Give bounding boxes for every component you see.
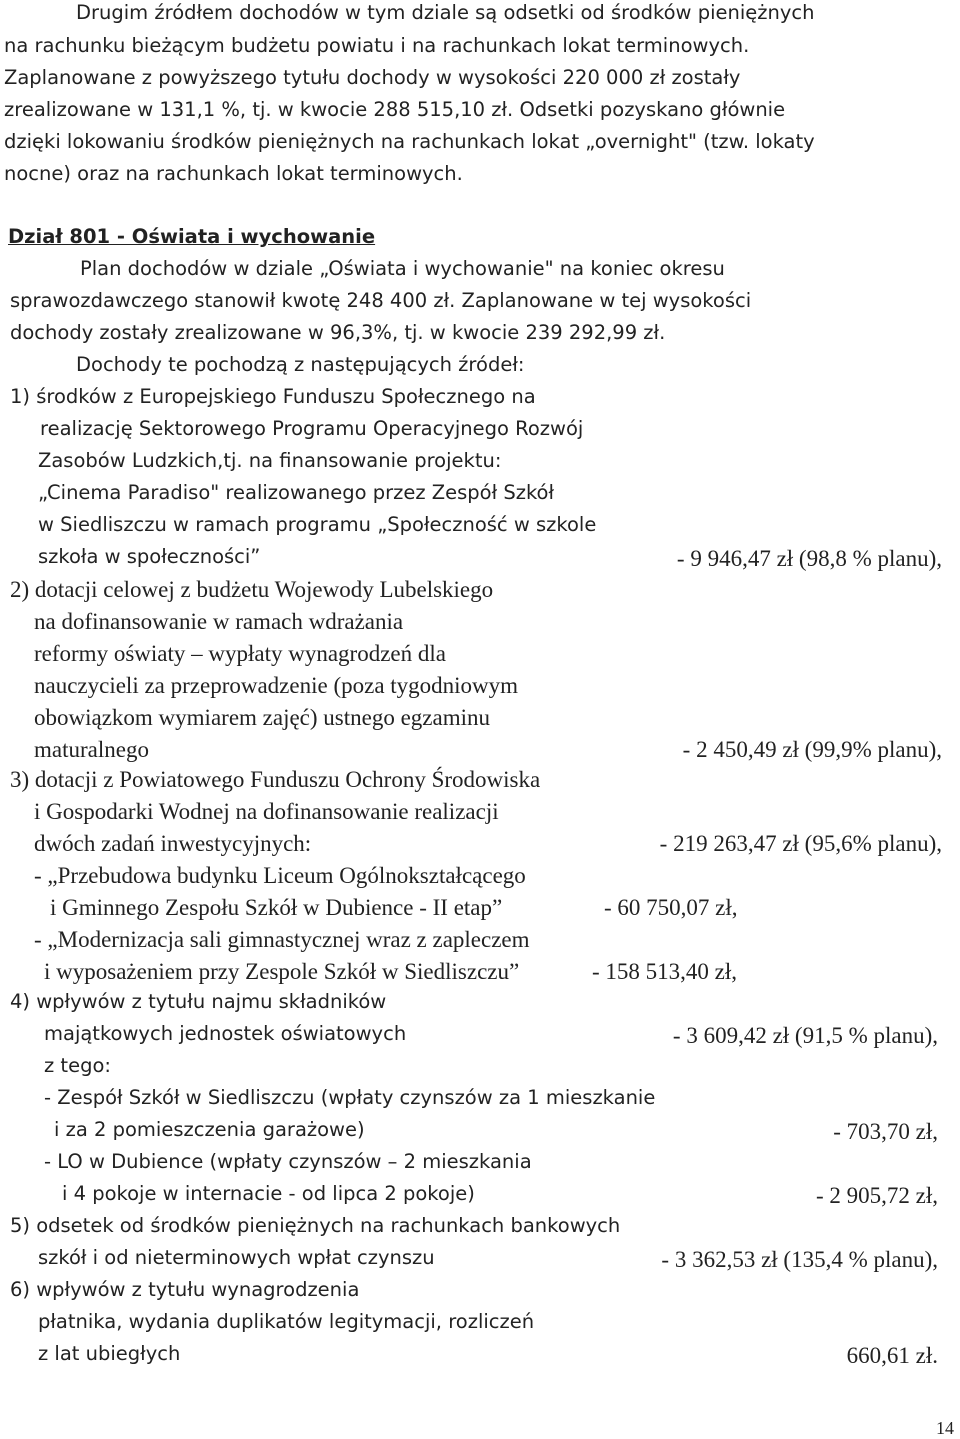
list-item-4-line: majątkowych jednostek oświatowych	[44, 1022, 407, 1045]
item-4-amount: - 3 609,42 zł (91,5 % planu),	[672, 1023, 938, 1048]
section-para-line: dochody zostały zrealizowane w 96,3%, tj. w kwocie 239 292,99 zł.	[10, 321, 666, 344]
intro-line: Zaplanowane z powyższego tytułu dochody w wysokości 220 000 zł zostały	[4, 66, 741, 89]
intro-line: na rachunku bieżącym budżetu powiatu i na rachunkach lokat terminowych.	[4, 34, 750, 57]
section-para-line: Dochody te pochodzą z następujących źródeł:	[76, 353, 525, 376]
list-item-3b-line: i wyposażeniem przy Zespole Szkół w Siedliszczu”	[44, 959, 520, 984]
page-number: 14	[936, 1418, 954, 1438]
list-item-2-line: obowiązkom wymiarem zajęć) ustnego egzaminu	[34, 705, 491, 730]
intro-line: dzięki lokowaniu środków pieniężnych na rachunkach lokat „overnight" (tzw. lokaty	[4, 130, 815, 153]
item-4a-amount: - 703,70 zł,	[833, 1119, 938, 1144]
list-item-6-line: płatnika, wydania duplikatów legitymacji, rozliczeń	[38, 1310, 535, 1333]
list-item-3-line: dwóch zadań inwestycyjnych:	[34, 831, 312, 856]
item-2-amount: - 2 450,49 zł (99,9% planu),	[682, 737, 942, 762]
list-item-1-line: „Cinema Paradiso" realizowanego przez Zespół Szkół	[38, 481, 555, 504]
item-1-amount: - 9 946,47 zł (98,8 % planu),	[676, 546, 942, 571]
intro-line: nocne) oraz na rachunkach lokat terminowych.	[4, 162, 463, 185]
section-para-line: Plan dochodów w dziale „Oświata i wychowanie" na koniec okresu	[80, 257, 725, 280]
list-item-3b-line: - „Modernizacja sali gimnastycznej wraz z zapleczem	[34, 927, 530, 952]
section-heading: Dział 801 - Oświata i wychowanie	[8, 225, 376, 248]
item-5-amount: - 3 362,53 zł (135,4 % planu),	[661, 1247, 938, 1272]
list-item-2-line: 2) dotacji celowej z budżetu Wojewody Lubelskiego	[10, 577, 494, 602]
item-3a-amount: - 60 750,07 zł,	[604, 895, 738, 920]
list-item-2-line: na dofinansowanie w ramach wdrażania	[34, 609, 404, 634]
section-para-line: sprawozdawczego stanowił kwotę 248 400 zł. Zaplanowane w tej wysokości	[10, 289, 752, 312]
list-item-4-line: 4) wpływów z tytułu najmu składników	[10, 990, 387, 1013]
list-item-4a-line: i za 2 pomieszczenia garażowe)	[54, 1118, 365, 1141]
intro-line: Drugim źródłem dochodów w tym dziale są odsetki od środków pieniężnych	[76, 1, 815, 24]
intro-line: zrealizowane w 131,1 %, tj. w kwocie 288 515,10 zł. Odsetki pozyskano głównie	[4, 98, 786, 121]
list-item-3-line: 3) dotacji z Powiatowego Funduszu Ochrony Środowiska	[10, 767, 541, 792]
list-item-4a-line: - Zespół Szkół w Siedliszczu (wpłaty czynszów za 1 mieszkanie	[44, 1086, 656, 1109]
list-item-6-line: 6) wpływów z tytułu wynagrodzenia	[10, 1278, 360, 1301]
list-item-5-line: 5) odsetek od środków pieniężnych na rachunkach bankowych	[10, 1214, 621, 1237]
item-3b-amount: - 158 513,40 zł,	[592, 959, 738, 984]
list-item-2-line: reformy oświaty – wypłaty wynagrodzeń dla	[34, 641, 446, 666]
list-item-2-line: maturalnego	[34, 737, 149, 762]
list-item-1-line: 1) środków z Europejskiego Funduszu Społecznego na	[10, 385, 536, 408]
list-item-4b-line: - LO w Dubience (wpłaty czynszów – 2 mieszkania	[44, 1150, 532, 1173]
list-item-3-line: i Gospodarki Wodnej na dofinansowanie realizacji	[34, 799, 499, 824]
list-item-1-line: w Siedliszczu w ramach programu „Społeczność w szkole	[38, 513, 597, 536]
item-3-amount: - 219 263,47 zł (95,6% planu),	[659, 831, 942, 856]
list-item-2-line: nauczycieli za przeprowadzenie (poza tygodniowym	[34, 673, 519, 698]
list-item-5-line: szkół i od nieterminowych wpłat czynszu	[38, 1246, 435, 1269]
list-item-6-line: z lat ubiegłych	[38, 1342, 181, 1365]
list-item-4-line: z tego:	[44, 1054, 111, 1077]
item-6-amount: 660,61 zł.	[846, 1343, 938, 1368]
list-item-3a-line: i Gminnego Zespołu Szkół w Dubience - II etap”	[50, 895, 503, 920]
list-item-1-line: Zasobów Ludzkich,tj. na finansowanie projektu:	[38, 449, 502, 472]
item-4b-amount: - 2 905,72 zł,	[815, 1183, 938, 1208]
list-item-1-line: szkoła w społeczności”	[38, 545, 261, 568]
list-item-3a-line: - „Przebudowa budynku Liceum Ogólnokształcącego	[34, 863, 526, 888]
list-item-1-line: realizację Sektorowego Programu Operacyjnego Rozwój	[40, 417, 584, 440]
list-item-4b-line: i 4 pokoje w internacie - od lipca 2 pokoje)	[62, 1182, 475, 1205]
